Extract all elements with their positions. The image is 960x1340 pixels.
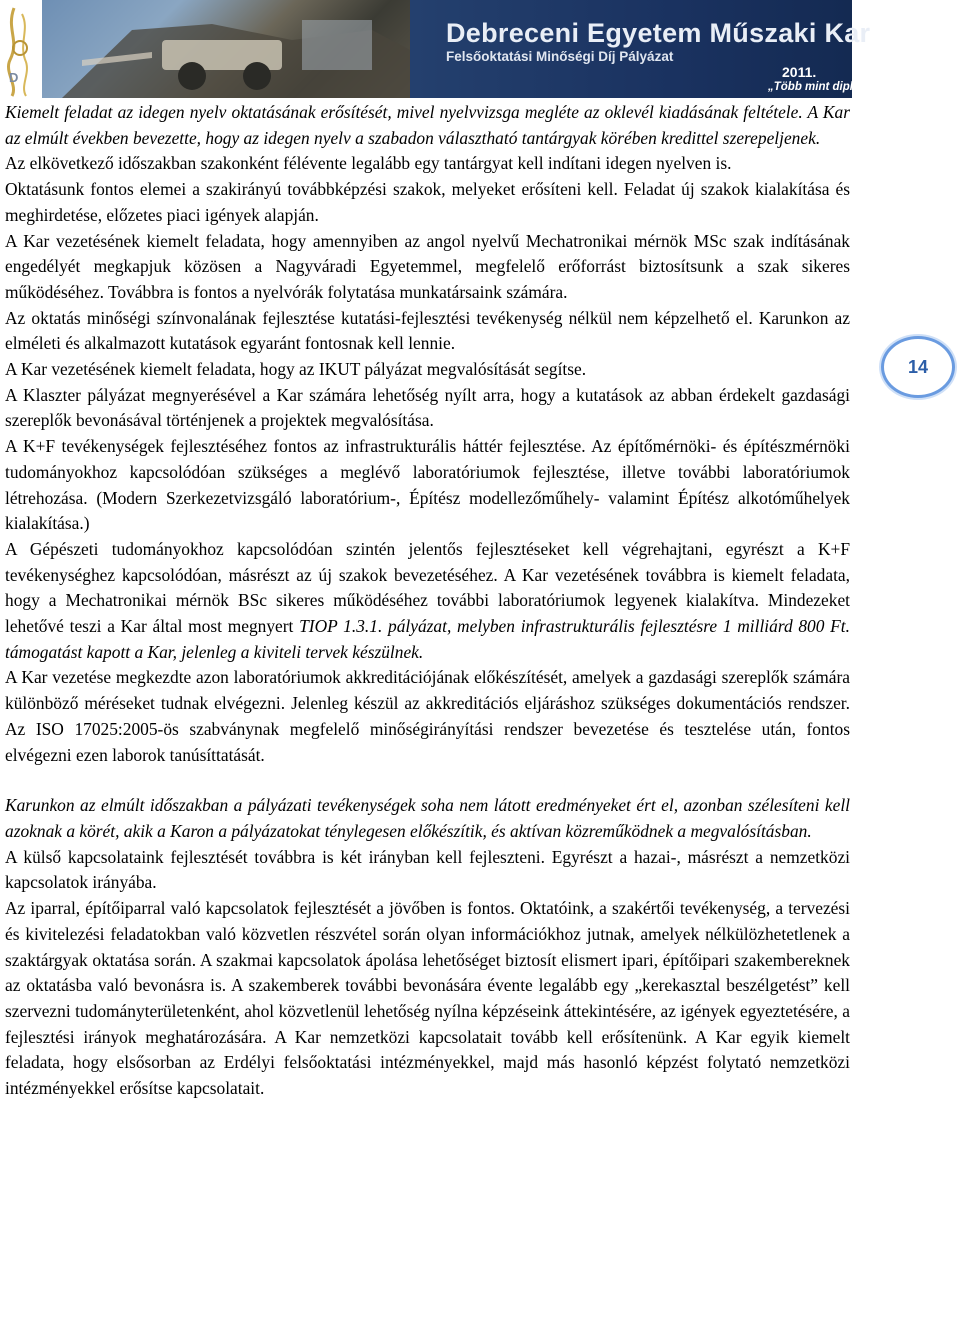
body-paragraph [5, 151, 850, 177]
body-paragraph [5, 306, 850, 357]
paragraph-text: A Gépészeti tudományokhoz kapcsolódóan szintén jelentős fejlesztéseket kell végrehajtani, egyrészt a K+F tevékenységhez kapcsolódóan, másrészt az új szakok bevezetéséhez. A Kar vezetésének továbbra is kiemelt feladata, hogy a Mechatronikai mérnök BSc sikeres működéséhez további laboratóriumok legyenek kialakítva. Mindezeket lehetővé teszi a Kar által most megnyert [5, 538, 850, 637]
paragraph-text: A Kar vezetése megkezdte azon laboratóriumok akkreditációjának előkészítését, amelyek a gazdasági szereplők számára különböző méréseket tudnak elvégezni. Jelenleg készül az akkreditációs eljáráshoz szükséges dokumentációs rendszer. Az ISO 17025:2005-ös szabványnak megfelelő minőségirányítási rendszer bevezetése és tesztelése után, fontos elvégezni ezen laborok tanúsíttatását. [5, 667, 850, 765]
banner-year: 2011. [782, 64, 817, 80]
body-paragraph [5, 665, 850, 768]
body-paragraph [5, 383, 850, 434]
paragraph-text: Kiemelt feladat az idegen nyelv oktatásának erősítését, mivel nyelvvizsga megléte az oklevél kiadásának feltétele. A Kar az elmúlt években bevezette, hogy az idegen nyelv a szabadon választható tantárgyak körében kredittel szerepeljenek. [5, 102, 850, 148]
page-number: 14 [907, 356, 929, 377]
paragraph-text: A K+F tevékenységek fejlesztéséhez fontos az infrastrukturális háttér fejlesztése. Az építőmérnöki- és építészmérnöki tudományokhoz kapcsolódóan szükséges a meglévő laboratóriumok fejlesztése, illetve további laboratóriumok létrehozása. (Modern Szerkezetvizsgáló laboratórium-, Építész modellezőműhely- valamint Építész alkotóműhelyek kialakítása.) [5, 436, 850, 534]
paragraph-text: Oktatásunk fontos elemei a szakirányú továbbképzési szakok, melyeket erősíteni kell. Feladat új szakok kialakítása és meghirdetése, előzetes piaci igények alapján. [5, 179, 850, 225]
banner-title: Debreceni Egyetem Műszaki Kar [446, 18, 871, 48]
banner-subtitle: Felsőoktatási Minőségi Díj Pályázat [446, 49, 674, 64]
paragraph-text: A Kar vezetésének kiemelt feladata, hogy amennyiben az angol nyelvű Mechatronikai mérnök MSc szak indításának engedélyét megkapjuk közösen a Nagyváradi Egyetemmel, megfelelő erőforrást biztosítsunk a szak sikeres működéséhez. Továbbra is fontos a nyelvórák folytatása munkatársaink számára. [5, 230, 850, 302]
svg-text:D: D [9, 70, 19, 85]
body-paragraph [5, 357, 850, 383]
paragraph-text: A Kar vezetésének kiemelt feladata, hogy az IKUT pályázat megvalósítását segítse. [5, 359, 587, 380]
paragraph-text: Az oktatás minőségi színvonalának fejlesztése kutatási-fejlesztési tevékenység nélkül nem képzelhető el. Karunkon az elméleti és alkalmazott kutatások egyaránt fontosnak kell lennie. [5, 307, 850, 354]
paragraph-italic-text: TIOP 1.3.1. pályázat, melyben infrastrukturális fejlesztésre 1 milliárd 800 Ft. támogatást kapott a Kar, jelenleg a kiviteli tervek készülnek. [5, 616, 850, 662]
university-logo [0, 0, 42, 98]
faculty-photo [42, 0, 410, 98]
body-paragraph [5, 177, 850, 228]
body-paragraph [5, 896, 850, 1102]
paragraph-text: Karunkon az elmúlt időszakban a pályázati tevékenységek soha nem látott eredményeket ért el, azonban szélesíteni kell azoknak a körét, akik a Karon a pályázatokat ténylegesen előkészítik, és aktívan közreműködnek a megvalósításban. [5, 795, 850, 841]
body-paragraph [5, 229, 850, 306]
paragraph-text: A külső kapcsolataink fejlesztését továbbra is két irányban kell fejleszteni. Egyrészt a hazai-, másrészt a nemzetközi kapcsolatok irányába. [5, 846, 850, 893]
body-paragraph [5, 793, 850, 844]
paragraph-text: A Klaszter pályázat megnyerésével a Kar számára lehetőség nyílt arra, hogy a kutatások az abban érdekelt gazdasági szereplők bevonásával történjenek a projektek megvalósítása. [5, 384, 850, 431]
paragraph-text: Az iparral, építőiparral való kapcsolatok fejlesztését a jövőben is fontos. Oktatóink, a szakértői tevékenység, a tervezési és kivitelezési feladatokban való közvetlen részvétel során olyan információkhoz jutnak, amelyek nélkülözhetetlenek a szaktárgyak oktatása során. A szakmai kapcsolatok ápolása lehetőséget biztosít elismert ipari, építőipari szakembereknek az oktatásba való bevonásra is. A szakemberek további bevonására évente legalább egy „kerekasztal beszélgetést” kell szervezni tudományterületenként, ahol közvetlenül lehetőség nyílna képzéseink áttekintésére, az igények egyeztetésére, a fejlesztési irányok meghatározására. A Kar nemzetközi kapcsolatait tovább kell erősítenünk. A Kar egyik kiemelt feladata, hogy elsősorban az Erdélyi felsőoktatási intézményekkel, majd más hasonló képzést folytató nemzetközi intézményekkel erősítse kapcsolatait. [5, 898, 850, 1099]
header-banner [0, 0, 883, 98]
body-paragraph [5, 100, 850, 151]
paragraph-text: Az elkövetkező időszakban szakonként félévente legalább egy tantárgyat kell indítani idegen nyelven is. [5, 153, 732, 174]
body-paragraph [5, 845, 850, 896]
body-paragraph [5, 434, 850, 537]
body-paragraph [5, 537, 850, 666]
banner-motto: „Több mint diploma” [768, 81, 883, 93]
page-number-badge [881, 336, 955, 398]
document-body [5, 100, 850, 1102]
